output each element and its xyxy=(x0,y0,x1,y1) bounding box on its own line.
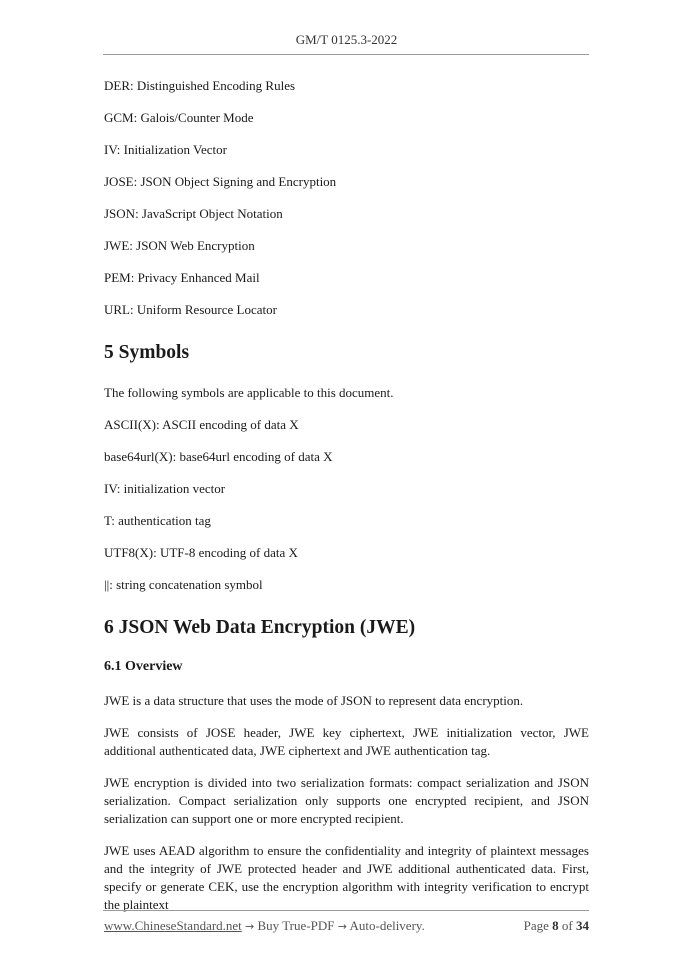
footer-divider xyxy=(103,910,589,911)
auto-delivery-text: Auto-delivery. xyxy=(349,918,425,933)
abbreviation-url: URL: Uniform Resource Locator xyxy=(104,302,277,317)
overview-paragraph-2: JWE consists of JOSE header, JWE key ciphertext, JWE initialization vector, JWE additional authenticated data, JWE ciphertext and JWE authentication tag. xyxy=(104,725,589,758)
section-5-heading: 5 Symbols xyxy=(104,342,190,363)
abbreviation-jose: JOSE: JSON Object Signing and Encryption xyxy=(104,174,337,189)
symbols-intro: The following symbols are applicable to this document. xyxy=(104,385,394,400)
arrow-right-icon: → xyxy=(245,920,255,933)
section-6-1-heading: 6.1 Overview xyxy=(104,659,183,674)
abbreviation-json: JSON: JavaScript Object Notation xyxy=(104,206,283,221)
symbol-utf8: UTF8(X): UTF-8 encoding of data X xyxy=(104,545,298,560)
abbreviation-iv: IV: Initialization Vector xyxy=(104,142,227,157)
of-label: of xyxy=(561,918,573,933)
overview-paragraph-1: JWE is a data structure that uses the mode of JSON to represent data encryption. xyxy=(104,693,524,708)
current-page: 8 xyxy=(552,918,559,933)
abbreviation-pem: PEM: Privacy Enhanced Mail xyxy=(104,270,260,285)
page-label: Page xyxy=(523,918,549,933)
section-6-heading: 6 JSON Web Data Encryption (JWE) xyxy=(104,617,416,638)
document-number: GM/T 0125.3-2022 xyxy=(295,32,398,47)
symbol-t: T: authentication tag xyxy=(104,513,211,528)
overview-paragraph-4: JWE uses AEAD algorithm to ensure the confidentiality and integrity of plaintext messages and the integrity of JWE protected header and JWE additional authenticated data. First, specify or generate CEK, use the encryption algorithm with integrity verification to encrypt the plaintext xyxy=(104,843,589,912)
page-indicator xyxy=(524,918,589,934)
site-link[interactable]: www.ChineseStandard.net xyxy=(104,918,242,933)
header-divider xyxy=(103,54,589,55)
buy-pdf-text: Buy True-PDF xyxy=(257,918,335,933)
symbol-concat: ||: string concatenation symbol xyxy=(104,577,263,592)
symbol-ascii: ASCII(X): ASCII encoding of data X xyxy=(104,417,299,432)
abbreviation-gcm: GCM: Galois/Counter Mode xyxy=(104,110,254,125)
total-pages: 34 xyxy=(576,918,589,933)
symbol-base64url: base64url(X): base64url encoding of data X xyxy=(104,449,333,464)
overview-paragraph-3: JWE encryption is divided into two serialization formats: compact serialization and JSON serialization. Compact serialization only supports one encrypted recipient, and JSON serialization can support one or more encrypted recipient. xyxy=(104,775,589,826)
symbol-iv: IV: initialization vector xyxy=(104,481,226,496)
arrow-right-icon: → xyxy=(337,920,347,933)
footer-promo xyxy=(104,918,425,934)
abbreviation-jwe: JWE: JSON Web Encryption xyxy=(104,238,255,253)
abbreviation-der: DER: Distinguished Encoding Rules xyxy=(104,78,296,93)
